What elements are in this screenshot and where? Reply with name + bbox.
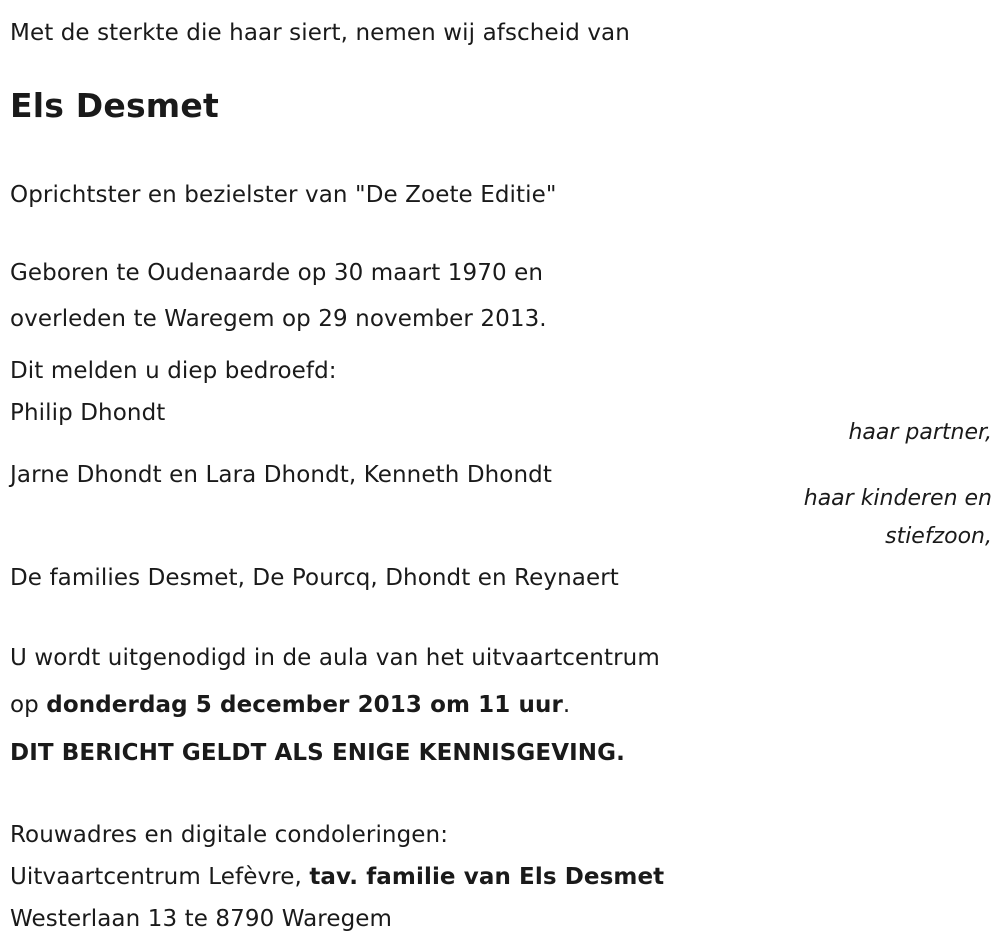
children-names: Jarne Dhondt en Lara Dhondt, Kenneth Dhondt: [10, 462, 552, 488]
death-line: overleden te Waregem op 29 november 2013.: [10, 306, 547, 332]
subtitle-text: Oprichtster en bezielster van "De Zoete Editie": [10, 182, 557, 208]
address-line-1: [10, 864, 664, 892]
address-attention: tav. familie van Els Desmet: [309, 864, 665, 890]
invitation-prefix: op: [10, 692, 47, 718]
invitation-datetime: donderdag 5 december 2013 om 11 uur: [46, 692, 563, 718]
invitation-suffix: .: [562, 692, 571, 718]
birth-line: Geboren te Oudenaarde op 30 maart 1970 en: [10, 260, 544, 286]
children-role-label-line1: haar kinderen en: [803, 486, 992, 511]
invitation-line-2: [10, 692, 570, 720]
partner-name: Philip Dhondt: [10, 400, 166, 426]
partner-role-label: haar partner,: [848, 420, 992, 445]
condolence-header: Rouwadres en digitale condoleringen:: [10, 822, 449, 848]
deceased-name: Els Desmet: [10, 86, 219, 125]
intro-text: Met de sterkte die haar siert, nemen wij afscheid van: [10, 20, 630, 46]
address-venue: Uitvaartcentrum Lefèvre,: [10, 864, 310, 890]
invitation-line-1: U wordt uitgenodigd in de aula van het uitvaartcentrum: [10, 645, 660, 671]
notice-line: DIT BERICHT GELDT ALS ENIGE KENNISGEVING.: [10, 740, 625, 766]
children-role-label-line2: stiefzoon,: [885, 524, 992, 549]
families-line: De families Desmet, De Pourcq, Dhondt en Reynaert: [10, 565, 619, 591]
address-line-2: Westerlaan 13 te 8790 Waregem: [10, 906, 393, 932]
announcement-line: Dit melden u diep bedroefd:: [10, 358, 337, 384]
